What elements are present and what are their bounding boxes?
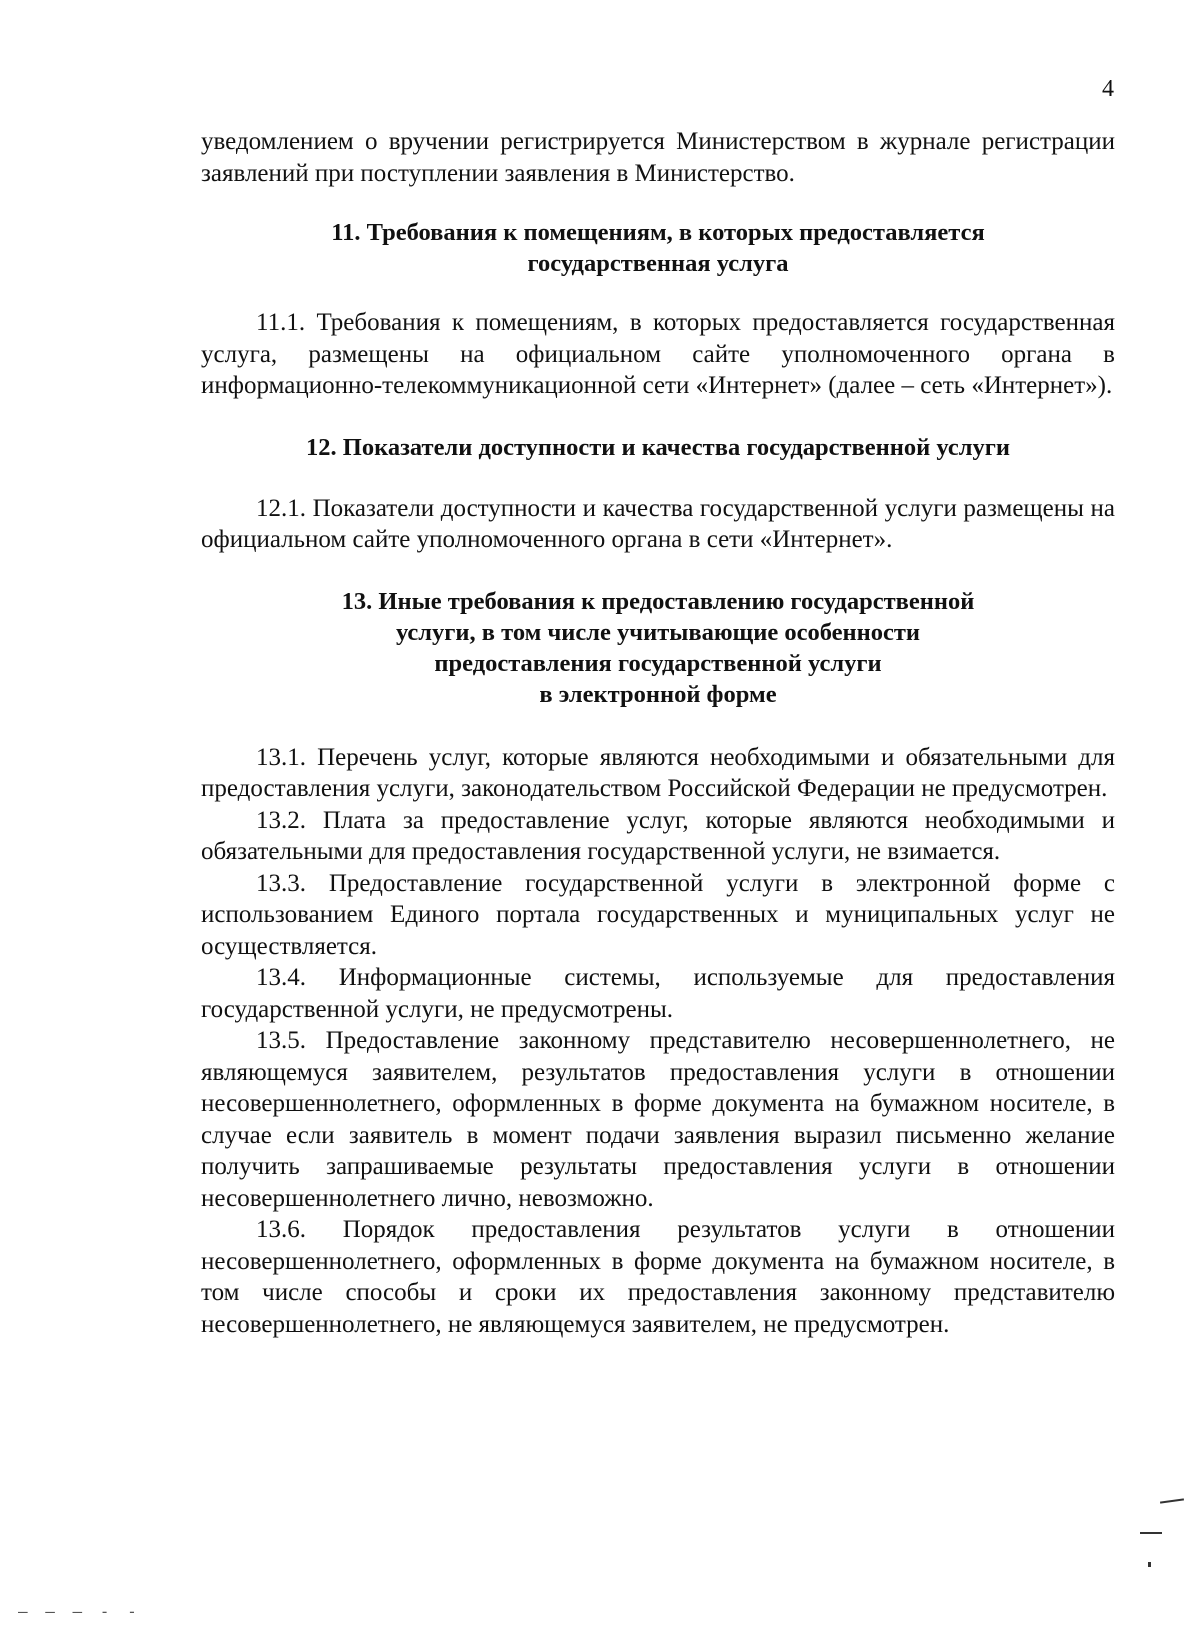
intro-paragraph: уведомлением о вручении регистрируется Министерством в журнале регистрации заявлений при поступлении заявления в Министерство.	[201, 128, 1115, 187]
paragraph-13-6: 13.6. Порядок предоставления результатов услуги в отношении несовершеннолетнего, оформленных в форме документа на бумажном носителе, в том числе способы и сроки их предоставления законному представителю несовершеннолетнего, не являющемуся заявителем, не предусмотрен.	[201, 1216, 1115, 1338]
scan-artifact-mark	[1140, 1532, 1162, 1534]
paragraph-13-5: 13.5. Предоставление законному представителю несовершеннолетнего, не являющемуся заявителем, результатов предоставления услуги в отношении несовершеннолетнего, оформленных в форме документа на бумажном носителе, в случае если заявитель в момент подачи заявления выразил письменно желание получить запрашиваемые результаты предоставления услуги в отношении несовершеннолетнего лично, невозможно.	[201, 1027, 1115, 1212]
section-13-heading	[201, 586, 1115, 710]
page-number: 4	[1102, 76, 1114, 102]
scan-artifact-mark	[1160, 1498, 1184, 1503]
paragraph-12-1: 12.1. Показатели доступности и качества государственной услуги размещены на официальном сайте уполномоченного органа в сети «Интернет».	[201, 494, 1115, 553]
paragraph-13-3: 13.3. Предоставление государственной услуги в электронной форме с использованием Единого портала государственных и муниципальных услуг не осуществляется.	[201, 869, 1115, 960]
section-12-heading: 12. Показатели доступности и качества государственной услуги	[306, 433, 1010, 461]
paragraph-13-4: 13.4. Информационные системы, используемые для предоставления государственной услуги, не предусмотрены.	[201, 964, 1115, 1023]
section-11-heading	[201, 217, 1115, 279]
scan-artifact-mark	[1148, 1562, 1151, 1567]
section-13-heading-line: 13. Иные требования к предоставлению государственной	[341, 587, 975, 615]
section-13-heading-line: в электронной форме	[539, 680, 777, 708]
section-11-heading-line: государственная услуга	[527, 250, 789, 277]
paragraph-13-2: 13.2. Плата за предоставление услуг, которые являются необходимыми и обязательными для предоставления государственной услуги, не взимается.	[201, 806, 1115, 865]
paragraph-13-1: 13.1. Перечень услуг, которые являются необходимыми и обязательными для предоставления услуги, законодательством Российской Федерации не предусмотрен.	[201, 743, 1115, 802]
section-11-heading-line: 11. Требования к помещениям, в которых предоставляется	[331, 219, 985, 246]
document-body	[201, 126, 1115, 1340]
section-13-heading-line: предоставления государственной услуги	[434, 649, 882, 677]
section-13-heading-line: услуги, в том числе учитывающие особенности	[395, 618, 921, 646]
paragraph-11-1: 11.1. Требования к помещениям, в которых предоставляется государственная услуга, размещены на официальном сайте уполномоченного органа в информационно-телекоммуникационной сети «Интернет» (далее – сеть «Интернет»).	[201, 309, 1115, 399]
scan-artifact-dashes: — — — - -	[18, 1602, 141, 1621]
